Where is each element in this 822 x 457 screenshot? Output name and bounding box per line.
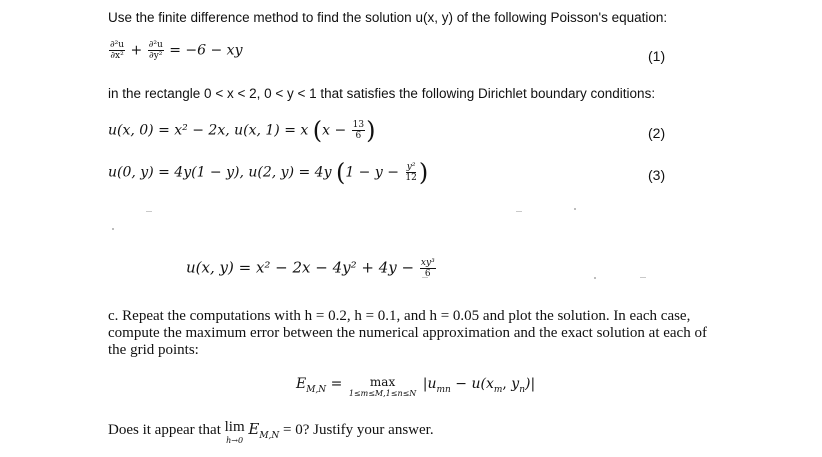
open-paren: (: [335, 158, 346, 187]
frac-numerator: ∂²u: [110, 40, 125, 50]
frac-denominator: 6: [424, 269, 431, 279]
poisson-equation: [108, 40, 242, 61]
yn-subscript: n: [519, 384, 526, 395]
question-prefix: Does it appear that: [108, 422, 221, 438]
bc3-inner: 1 − y −: [345, 164, 399, 181]
frac-denominator: ∂x²: [110, 51, 124, 61]
exact-solution-left: u(x, y) = x² − 2x − 4y² + 4y −: [186, 258, 415, 277]
bc3-left: u(0, y) = 4y(1 − y), u(2, y) = 4y: [108, 164, 332, 181]
question-suffix: = 0? Justify your answer.: [283, 422, 434, 438]
lim-subscript: h→0: [226, 436, 244, 445]
bc3-fraction: [404, 162, 417, 183]
close-paren: ): [366, 116, 376, 145]
error-subscript: M,N: [306, 384, 327, 395]
equals-sign: =: [330, 376, 343, 392]
frac-denominator: ∂y²: [149, 51, 163, 61]
open-paren: (: [312, 116, 323, 145]
question-error-subscript: M,N: [259, 431, 280, 441]
d2u-dx2-fraction: [109, 40, 125, 61]
bc2-inner: x −: [322, 122, 347, 139]
question-error-symbol: E: [248, 420, 260, 438]
exact-solution: [186, 258, 437, 279]
frac-numerator: xy³: [420, 258, 435, 268]
xm-subscript: m: [493, 384, 503, 395]
frac-numerator: y²: [406, 162, 416, 172]
scan-artifact: [146, 211, 152, 212]
error-formula: $E_{M,N}$ = max 1≤m≤M,1≤n≤N $|u_{mn} - u(x_m$, $y_n)|$: [296, 375, 536, 398]
bc2-left: u(x, 0) = x² − 2x, u(x, 1) = x: [108, 122, 309, 139]
equation-rhs: = −6 − xy: [169, 42, 243, 59]
max-label: max: [369, 375, 396, 389]
lim-label: lim: [224, 419, 245, 435]
boundary-condition-3: [108, 158, 429, 187]
max-range: 1≤m≤M,1≤n≤N: [348, 389, 417, 398]
d2u-dy2-fraction: [148, 40, 164, 61]
rectangle-text: in the rectangle 0 < x < 2, 0 < y < 1 that satisfies the following Dirichlet boundary conditions:: [108, 86, 656, 101]
limit-operator: [225, 420, 245, 448]
part-c-line-3: the grid points:: [108, 342, 199, 358]
intro-text: Use the finite difference method to find the solution u(x, y) of the following Poisson's equation:: [108, 10, 668, 25]
yn-symbol: y: [511, 376, 520, 392]
error-body: |u: [422, 376, 437, 392]
scan-artifact: [640, 277, 646, 278]
error-symbol: E: [296, 376, 307, 392]
frac-denominator: 6: [355, 131, 362, 141]
equation-number-2: (2): [648, 125, 666, 141]
error-close: )|: [525, 376, 536, 392]
close-paren: ): [418, 158, 429, 187]
scan-artifact: [594, 277, 596, 279]
max-operator: [349, 376, 416, 400]
frac-denominator: 12: [405, 173, 417, 183]
equation-number-1: (1): [648, 48, 666, 64]
frac-numerator: ∂²u: [148, 40, 163, 50]
scan-artifact: [112, 228, 114, 230]
scan-artifact: [574, 208, 576, 210]
boundary-condition-2: [108, 116, 376, 145]
error-body-subscript: mn: [436, 384, 451, 395]
exact-solution-fraction: [420, 258, 436, 279]
question: [108, 420, 434, 448]
bc2-fraction: [352, 120, 365, 141]
scan-artifact: [516, 211, 522, 212]
equation-number-3: (3): [648, 167, 666, 183]
plus-sign: +: [130, 42, 143, 59]
error-body-rest: − u(x: [450, 376, 494, 392]
frac-numerator: 13: [352, 120, 365, 130]
part-c-line-2: compute the maximum error between the numerical approximation and the exact solution at each of: [108, 325, 707, 341]
part-c-line-1: c. Repeat the computations with h = 0.2, h = 0.1, and h = 0.05 and plot the solution. In each case,: [108, 308, 691, 324]
